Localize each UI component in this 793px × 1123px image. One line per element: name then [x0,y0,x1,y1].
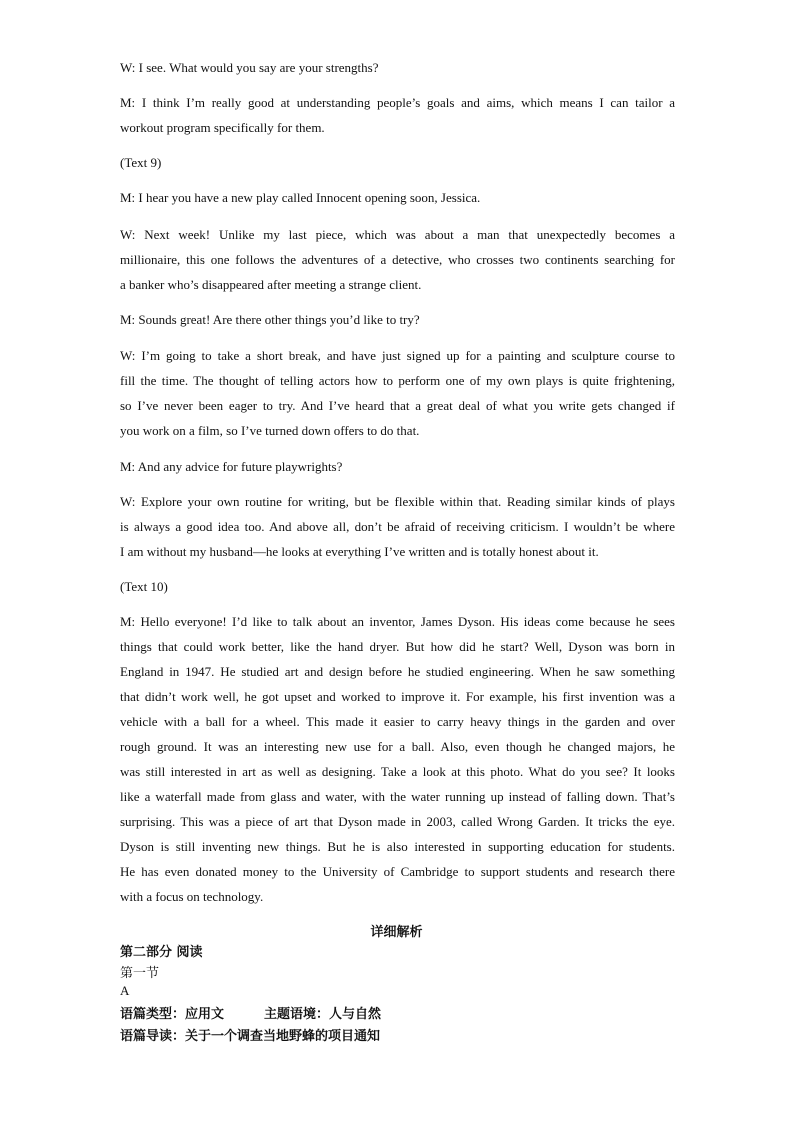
text-line: fill the time. The thought of telling actors how to perform one of my own plays is quite frightening, [120,373,675,388]
text-line: (Text 10) [120,579,168,594]
text-line: a banker who’s disappeared after meeting a strange client. [120,277,422,292]
text-line: things that could work better, like the hand dryer. But how did he start? Well, Dyson was born in [120,639,675,654]
passage-guide: 语篇导读：关于一个调查当地野蜂的项目通知 [120,1029,381,1044]
text-line: workout program specifically for them. [120,120,325,135]
passage-letter: A [120,983,130,998]
dialogue-paragraph [120,343,675,443]
dialogue-paragraph [120,454,675,479]
text-line: vehicle with a ball for a wheel. This made it easier to carry heavy things in the garden and over [120,714,675,729]
text-line: like a waterfall made from glass and water, with the water running up instead of falling down. That’s [120,789,675,804]
dialogue-paragraph [120,55,675,80]
dialogue-paragraph [120,90,675,140]
dialogue-paragraph [120,222,675,297]
passage-type-line [120,1003,381,1022]
section-title: 第一节 [120,966,160,981]
dialogue-paragraph [120,185,675,210]
text-line: M: I hear you have a new play called Innocent opening soon, Jessica. [120,190,481,205]
text-line: rough ground. It was an interesting new use for a ball. Also, even though he changed majors, he [120,739,675,754]
text-line: W: Explore your own routine for writing, but be flexible within that. Reading similar kinds of plays [120,494,675,509]
text-line: so I’ve never been eager to try. And I’ve heard that a great deal of what you write gets changed if [120,398,675,413]
text-line: was still interested in art as well as designing. Take a look at this photo. What do you see? It looks [120,764,675,779]
text-line: is always a good idea too. And above all, don’t be afraid of receiving criticism. I wouldn’t be where [120,519,675,534]
dialogue-paragraph [120,150,675,175]
passage-type: 语篇类型：应用文 [120,1007,225,1022]
text-line: millionaire, this one follows the adventures of a detective, who crosses two continents searching for [120,252,675,267]
dialogue-paragraph [120,574,675,599]
analysis-heading: 详细解析 [370,924,423,939]
part-title: 第二部分 阅读 [120,945,203,960]
text-line: with a focus on technology. [120,889,264,904]
text-line: M: I think I’m really good at understanding people’s goals and aims, which means I can tailor a [120,95,675,110]
text-line: He has even donated money to the University of Cambridge to support students and research there [120,864,675,879]
text-line: W: I’m going to take a short break, and have just signed up for a painting and sculpture course to [120,348,675,363]
dialogue-paragraph [120,307,675,332]
dialogue-paragraph [120,609,675,909]
text-line: W: I see. What would you say are your strengths? [120,60,379,75]
dialogue-paragraph [120,489,675,564]
text-line: W: Next week! Unlike my last piece, which was about a man that unexpectedly becomes a [120,227,675,242]
text-line: Dyson is still inventing new things. But he is also interested in supporting education for students. [120,839,675,854]
text-line: I am without my husband—he looks at everything I’ve written and is totally honest about it. [120,544,599,559]
text-line: M: Hello everyone! I’d like to talk about an inventor, James Dyson. His ideas come because he sees [120,614,675,629]
text-line: M: And any advice for future playwrights? [120,459,343,474]
text-line: M: Sounds great! Are there other things you’d like to try? [120,312,420,327]
text-line: (Text 9) [120,155,162,170]
text-line: surprising. This was a piece of art that Dyson made in 2003, called Wrong Garden. It tricks the eye. [120,814,675,829]
text-line: England in 1947. He studied art and design before he studied engineering. When he saw something [120,664,675,679]
text-line: that didn’t work well, he got upset and worked to improve it. For example, his first invention was a [120,689,675,704]
text-line: you work on a film, so I’ve turned down offers to do that. [120,423,420,438]
theme-context: 主题语境：人与自然 [264,1007,382,1022]
